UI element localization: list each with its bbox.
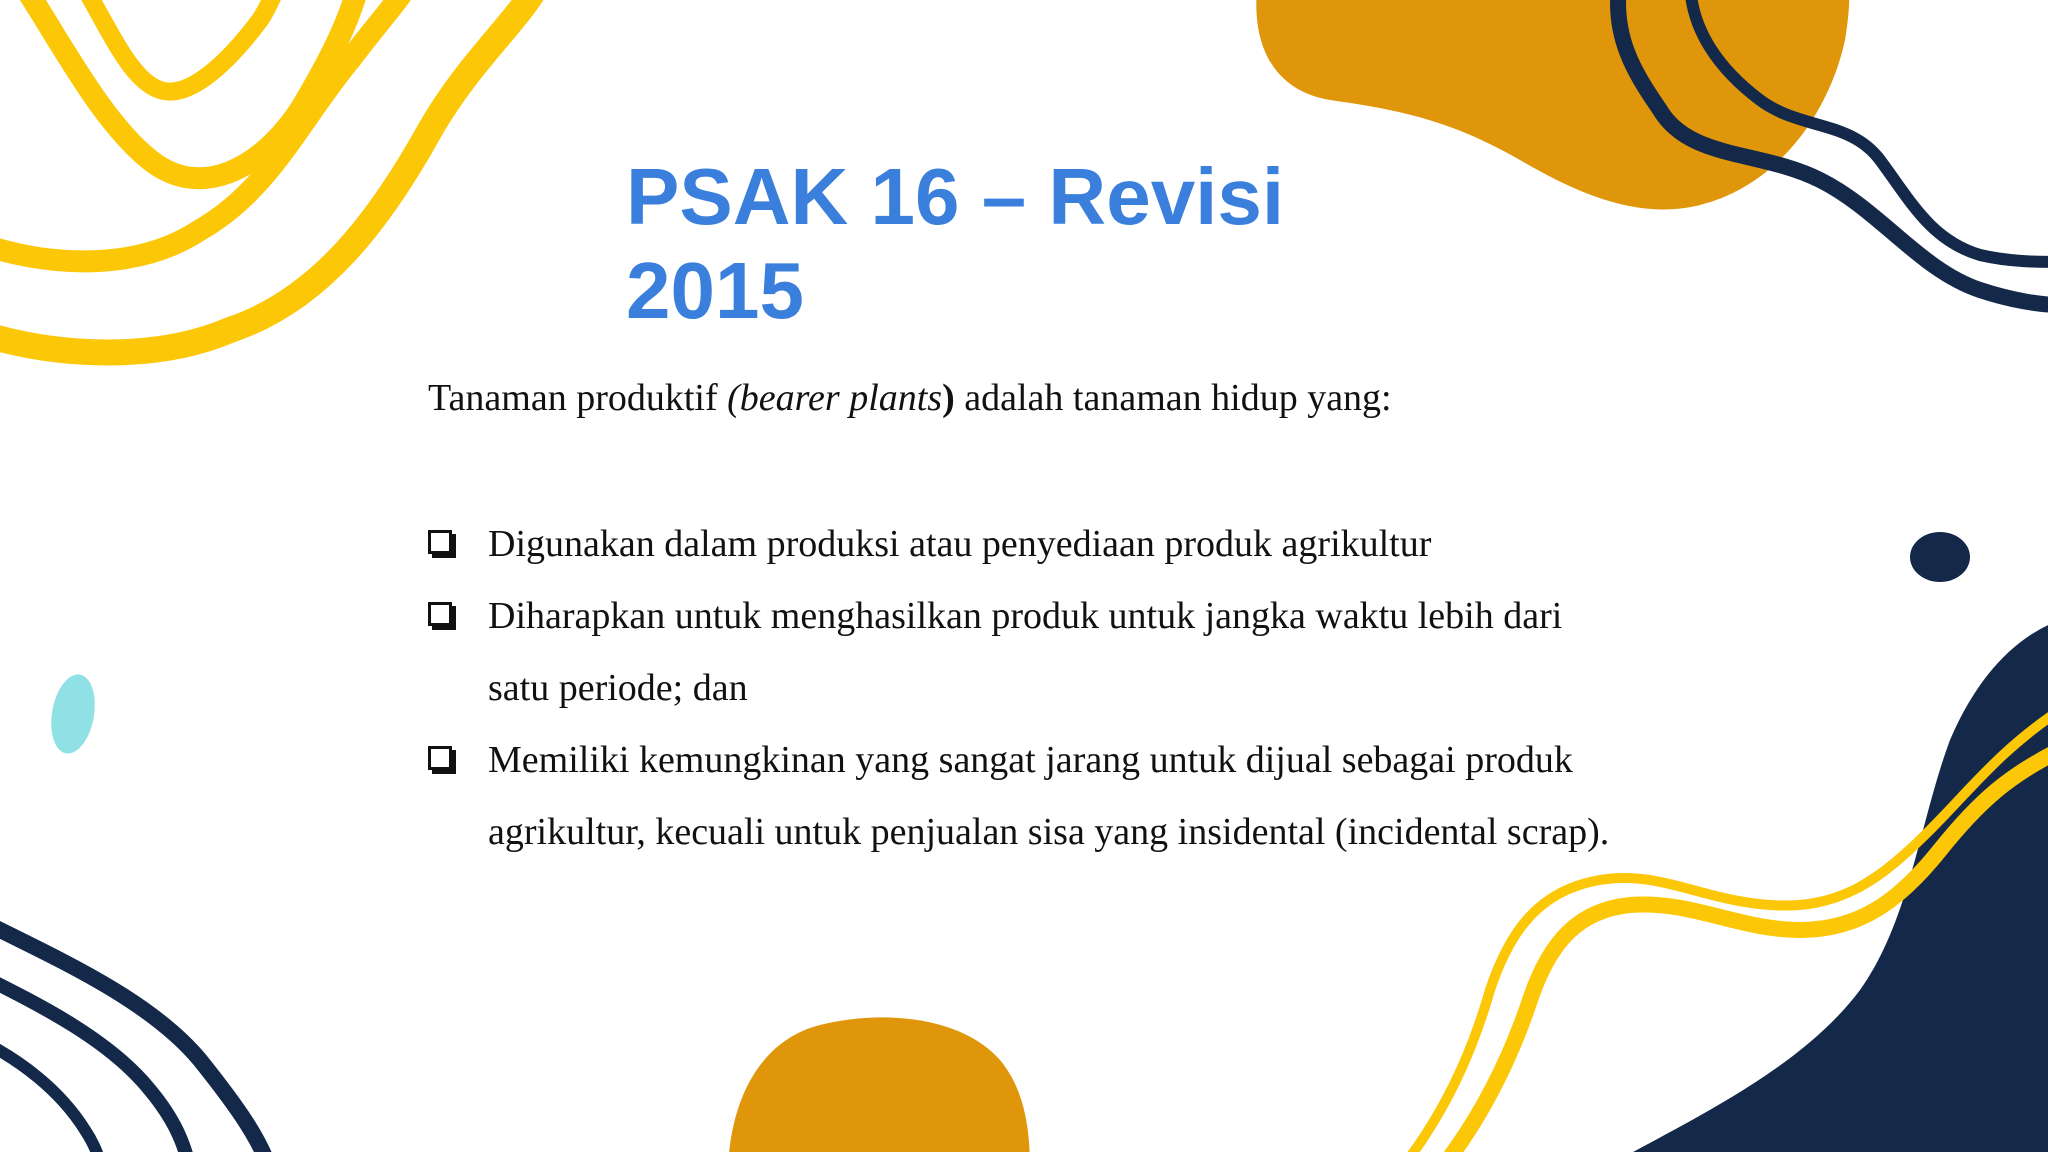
bullet-text-1: Digunakan dalam produksi atau penyediaan produk agrikultur: [488, 523, 1432, 565]
bullet-item-2: [428, 580, 1628, 724]
navy-lines-bottom-left: [0, 920, 270, 1152]
slide-body: [428, 372, 1628, 868]
yellow-rings-top-left: [0, 0, 540, 353]
slide-title: [626, 150, 1386, 338]
intro-italic-term: (bearer plants: [727, 377, 943, 419]
bullet-item-1: [428, 508, 1628, 580]
intro-after: adalah tanaman hidup yang:: [954, 377, 1392, 419]
navy-dot: [1910, 532, 1970, 582]
checkbox-icon: [428, 746, 452, 770]
bullet-text-3: Memiliki kemungkinan yang sangat jarang untuk dijual sebagai produk agrikultur, kecuali untuk penjualan sisa yang insidental (incidental scrap).: [488, 739, 1610, 853]
intro-before: Tanaman produktif: [428, 377, 728, 419]
slide-title-line-2: 2015: [626, 246, 804, 335]
bullet-item-3: [428, 724, 1628, 868]
orange-blob-bottom: [728, 1017, 1030, 1152]
checkbox-icon: [428, 602, 452, 626]
bullet-text-2: Diharapkan untuk menghasilkan produk untuk jangka waktu lebih dari satu periode; dan: [488, 595, 1563, 709]
bullet-list: [428, 508, 1628, 868]
aqua-drop: [45, 671, 100, 757]
slide-title-line-1: PSAK 16 – Revisi: [626, 152, 1285, 241]
intro-paragraph: [428, 372, 1628, 424]
intro-paren: ): [942, 377, 955, 419]
checkbox-icon: [428, 530, 452, 554]
